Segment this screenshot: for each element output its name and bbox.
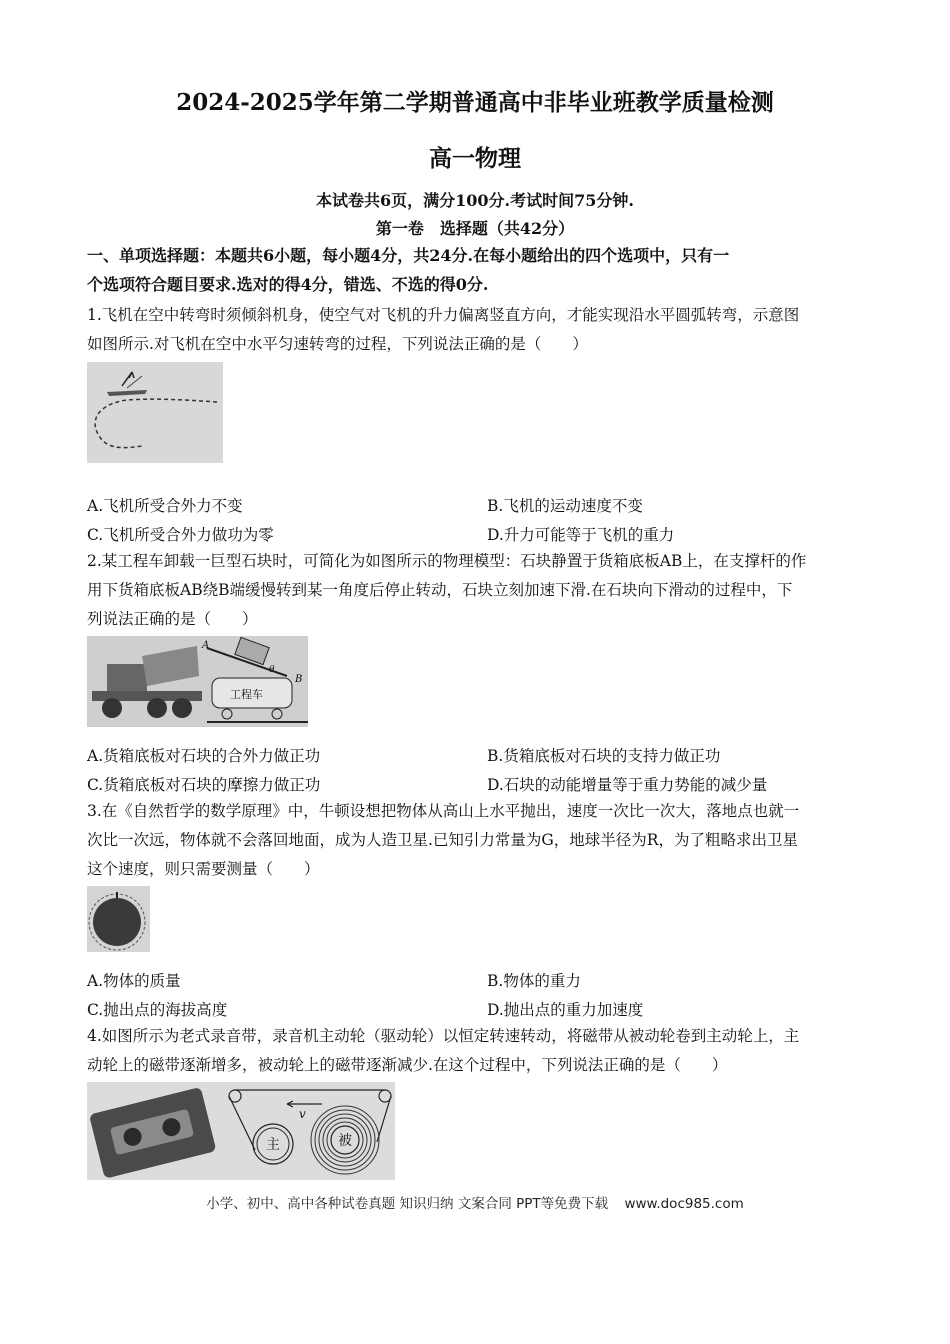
- q1-option-b: B.飞机的运动速度不变: [487, 497, 643, 515]
- q2-option-c: C.货箱底板对石块的摩擦力做正功: [87, 776, 321, 794]
- subject-title: 高一物理: [429, 145, 521, 172]
- question-4-stem: 4.如图所示为老式录音带，录音机主动轮（驱动轮）以恒定转速转动，将磁带从被动轮卷到主动轮上，主 动轮上的磁带逐渐增多，被动轮上的磁带逐渐减少.在这个过程中，下列说法正确的是（ ）: [87, 1027, 800, 1074]
- q1-option-c: C.飞机所受合外力做功为零: [87, 526, 274, 544]
- exam-title: 2024-2025学年第二学期普通高中非毕业班教学质量检测: [176, 89, 774, 116]
- q3-option-b: B.物体的重力: [487, 972, 581, 990]
- cassette-tape-figure: [87, 1082, 395, 1180]
- label-passive-wheel: 被: [338, 1133, 352, 1149]
- q3-option-c: C.抛出点的海拔高度: [87, 1001, 228, 1019]
- q3-option-a: A.物体的质量: [87, 972, 181, 990]
- section-heading: 一、单项选择题：本题共6小题，每小题4分，共24分.在每小题给出的四个选项中，只有一 个选项符合题目要求.选对的得4分，错选、不选的得0分.: [87, 246, 730, 294]
- q1-option-a: A.飞机所受合外力不变: [87, 497, 243, 515]
- label-theta: θ: [269, 665, 275, 675]
- q1-option-d: D.升力可能等于飞机的重力: [487, 526, 675, 544]
- q2-option-b: B.货箱底板对石块的支持力做正功: [487, 747, 721, 765]
- label-truck: 工程车: [230, 688, 263, 701]
- footer-site: www.doc985.com: [624, 1196, 744, 1212]
- q2-option-a: A.货箱底板对石块的合外力做正功: [87, 747, 321, 765]
- question-2-stem: 2.某工程车卸载一巨型石块时，可简化为如图所示的物理模型：石块静置于货箱底板AB上，在支撑杆的作 用下货箱底板AB绕B端缓慢转到某一角度后停止转动，石块立刻加速下滑.在石块向下滑动的过程中，下 列说法正确的是（ ）: [87, 552, 807, 628]
- label-b: B: [295, 674, 303, 685]
- dump-truck-figure: [87, 636, 308, 727]
- q2-option-d: D.石块的动能增量等于重力势能的减少量: [487, 776, 768, 794]
- q3-option-d: D.抛出点的重力加速度: [487, 1001, 644, 1019]
- exam-info: 本试卷共6页，满分100分.考试时间75分钟.: [316, 191, 634, 210]
- part-heading: 第一卷 选择题（共42分）: [375, 219, 575, 238]
- question-3-stem: 3.在《自然哲学的数学原理》中，牛顿设想把物体从高山上水平抛出，速度一次比一次大，落地点也就一 次比一次远，物体就不会落回地面，成为人造卫星.已知引力常量为G，地球半径为R，为了粗略求出卫星 这个速度，则只需要测量（ ）: [87, 802, 800, 878]
- label-main-wheel: 主: [266, 1137, 280, 1153]
- footer: [0, 1192, 950, 1212]
- earth-orbit-figure: [87, 886, 150, 952]
- footer-text: 小学、初中、高中各种试卷真题 知识归纳 文案合同 PPT等免费下载: [206, 1196, 609, 1212]
- label-a: A: [202, 640, 210, 651]
- airplane-turn-figure: [87, 362, 223, 463]
- label-v: v: [299, 1107, 306, 1121]
- question-1-stem: 1.飞机在空中转弯时须倾斜机身，使空气对飞机的升力偏离竖直方向，才能实现沿水平圆弧转弯，示意图 如图所示.对飞机在空中水平匀速转弯的过程，下列说法正确的是（ ）: [87, 306, 800, 353]
